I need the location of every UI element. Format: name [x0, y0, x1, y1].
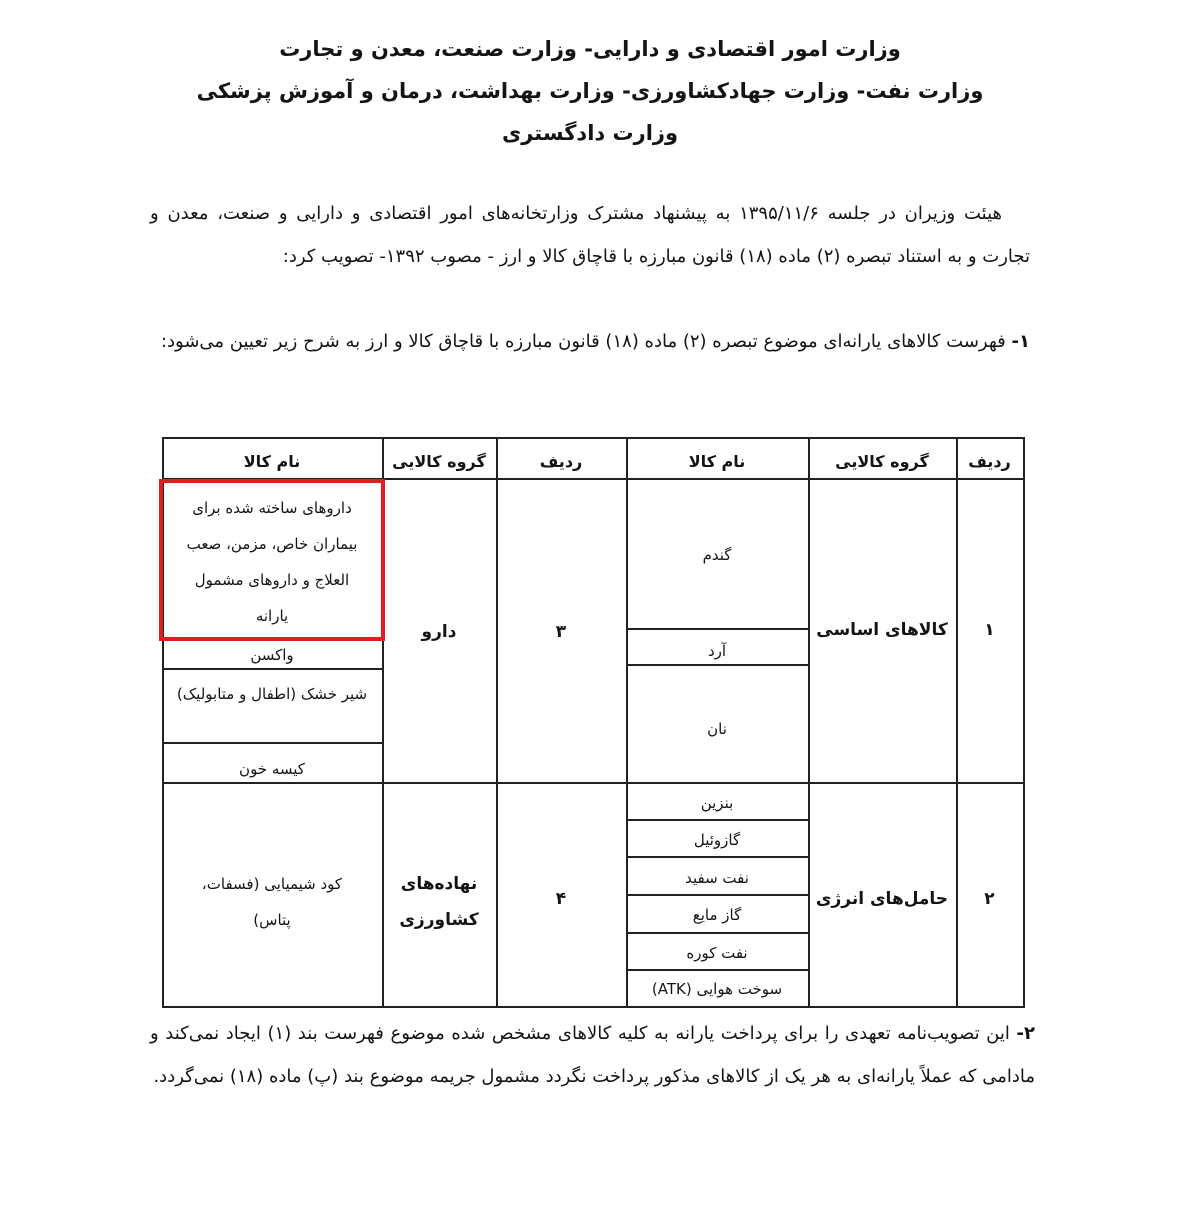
highlight-box [159, 479, 385, 641]
row-1-item-3: نان [707, 720, 727, 738]
row-3-item-3: شیر خشک (اطفال و متابولیک) [176, 685, 368, 703]
row-2-item-5: نفت کوره [686, 944, 748, 962]
row-1-number: ۱ [984, 620, 995, 640]
clause-2-text: این تصویب‌نامه تعهدی را برای پرداخت یارانه به کلیه کالاهای مشخص شده موضوع فهرست بند (۱) ایجاد نمی‌کند و مادامی که عملاً یارانه‌ای به هر یک از کالاهای مذکور پرداخت نگردد مشمول جریمه موضوع بند (پ) ماده (۱۸) نمی‌گردد. [150, 1023, 1035, 1087]
header-group: گروه کالایی [835, 452, 929, 471]
header-row-number: ردیف [968, 452, 1011, 471]
row-3-group: دارو [421, 622, 457, 642]
header-row-number-2: ردیف [539, 452, 583, 471]
header-name-2: نام کالا [243, 452, 301, 471]
row-1-item-2: آرد [707, 642, 727, 660]
row-2-item-1: بنزین [700, 794, 734, 812]
row-1-group: کالاهای اساسی [816, 620, 948, 640]
clause-2-number: ۲- [1016, 1023, 1035, 1044]
row-3-number: ۳ [555, 622, 567, 642]
clause-1-text: فهرست کالاهای یارانه‌ای موضوع تبصره (۲) ماده (۱۸) قانون مبارزه با قاچاق کالا و ارز به شرح زیر تعیین می‌شود: [160, 331, 1006, 352]
row-4-item-1: کود شیمیایی (فسفات، پتاس) [201, 875, 343, 929]
row-2-item-6: سوخت هوایی (ATK) [651, 980, 783, 998]
header-line-3: وزارت دادگستری [501, 121, 679, 145]
clause-1 [150, 320, 1030, 363]
row-4-number: ۴ [555, 889, 567, 909]
header-line-1: وزارت امور اقتصادی و دارایی- وزارت صنعت، معدن و تجارت [279, 37, 901, 61]
row-2-item-4: گاز مایع [692, 906, 742, 924]
intro-paragraph: هیئت وزیران در جلسه ۱۳۹۵/۱۱/۶ به پیشنهاد مشترک وزارتخانه‌های امور اقتصادی و دارایی و صنعت، معدن و تجارت و به استناد تبصره (۲) ماده (۱۸) قانون مبارزه با قاچاق کالا و ارز - مصوب ۱۳۹۲- تصویب کرد: [150, 203, 1030, 267]
row-2-item-2: گازوئیل [693, 831, 741, 849]
row-2-number: ۲ [984, 889, 995, 909]
row-4-group: نهاده‌های کشاورزی [399, 874, 479, 930]
row-2-item-3: نفت سفید [685, 869, 749, 887]
row-3-item-2: واکسن [250, 646, 294, 664]
row-2-group: حامل‌های انرژی [815, 889, 949, 909]
clause-2 [150, 1012, 1035, 1098]
header-line-2: وزارت نفت- وزارت جهادکشاورزی- وزارت بهداشت، درمان و آموزش پزشکی [196, 79, 984, 103]
row-3-item-1: داروهای ساخته شده برای بیماران خاص، مزمن، صعب العلاج و داروهای مشمول یارانه [186, 499, 358, 625]
header-name: نام کالا [688, 452, 746, 471]
clause-1-number: ۱- [1011, 331, 1030, 352]
row-3-item-4: کیسه خون [239, 760, 305, 778]
ministries-header [150, 28, 1030, 154]
header-group-2: گروه کالایی [392, 452, 486, 471]
row-1-item-1: گندم [702, 546, 732, 564]
